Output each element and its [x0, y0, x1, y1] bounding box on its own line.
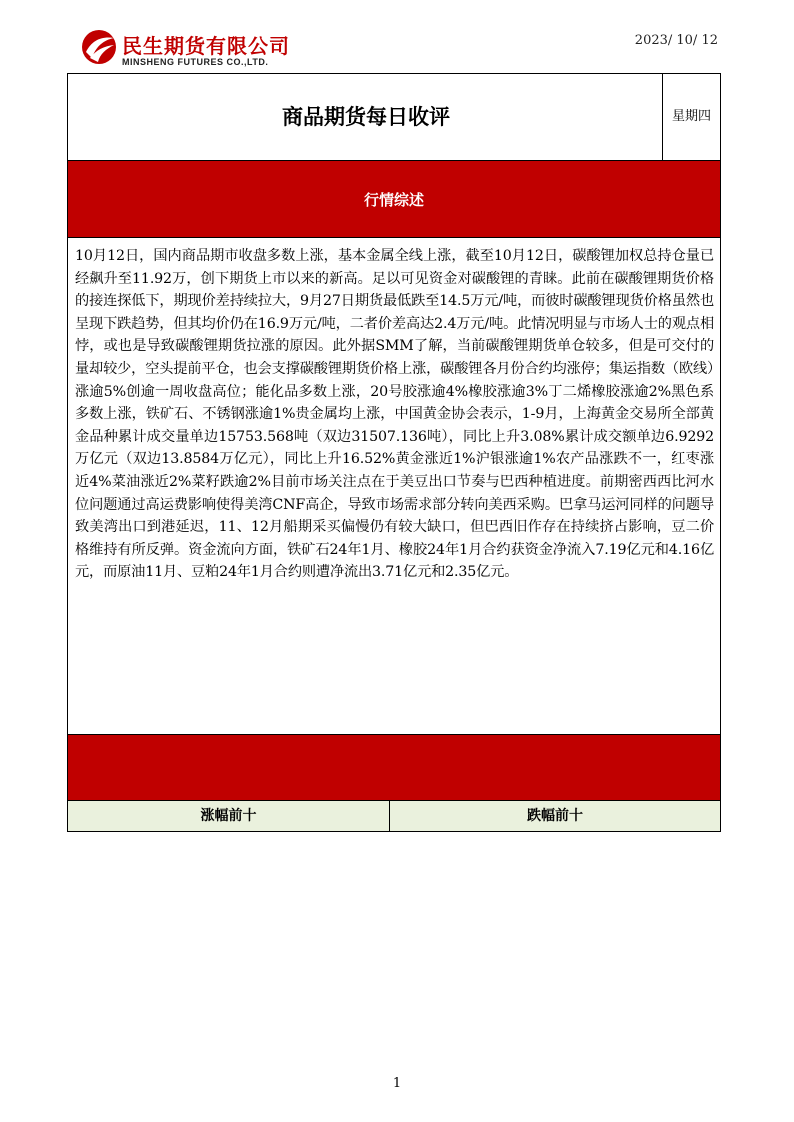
report-date: 2023/ 10/ 12 — [634, 33, 718, 48]
minsheng-logo-icon — [80, 28, 118, 66]
report-title: 商品期货每日收评 — [282, 104, 450, 129]
ranking-table-header — [68, 801, 720, 831]
title-row — [68, 74, 720, 161]
company-name-cn: 民生期货有限公司 — [122, 34, 290, 58]
col-top-losers: 跌幅前十 — [527, 808, 583, 824]
report-frame — [67, 73, 721, 832]
market-summary-text: 10月12日，国内商品期市收盘多数上涨，基本金属全线上涨，截至10月12日，碳酸锂加权总持仓量已经飙升至11.92万，创下期货上市以来的新高。足以可见资金对碳酸锂的青睐。此前在碳酸锂期货价格的接连探低下，期现价差持续拉大，9月27日期货最低跌至14.5万元/吨，而彼时碳酸锂现货价格虽然也呈现下跌趋势，但其均价仍在16.9万元/吨，二者价差高达2.4万元/吨。此情况明显与市场人士的观点相悖，或也是导致碳酸锂期货拉涨的原因。此外据SMM了解，当前碳酸锂期货单仓较多，但是可交付的量却较少，空头提前平仓，也会支撑碳酸锂期货价格上涨，碳酸锂各月份合约均涨停；集运指数（欧线）涨逾5%创逾一周收盘高位；能化品多数上涨，20号胶涨逾4%橡胶涨逾3%丁二烯橡胶涨逾2%黑色系多数上涨，铁矿石、不锈钢涨逾1%贵金属均上涨，中国黄金协会表示，1-9月，上海黄金交易所全部黄金品种累计成交量单边15753.568吨（双边31507.136吨），同比上升3.08%累计成交额单边6.9292万亿元（双边13.8584万亿元），同比上升16.52%黄金涨近1%沪银涨逾1%农产品涨跌不一，红枣涨近4%菜油涨近2%菜籽跌逾2%目前市场关注点在于美豆出口节奏与巴西种植进度。前期密西西比河水位问题通过高运费影响使得美湾CNF高企，导致市场需求部分转向美西采购。巴拿马运河同样的问题导致美湾出口到港延迟，11、12月船期采买偏慢仍有较大缺口，但巴西旧作存在持续挤占影响，豆二价格维持有所反弹。资金流向方面，铁矿石24年1月、橡胶24年1月合约获资金净流入7.19亿元和4.16亿元，而原油11月、豆粕24年1月合约则遭净流出3.71亿元和2.35亿元。 — [68, 238, 720, 735]
section-divider-bar — [68, 735, 720, 801]
weekday-cell: 星期四 — [662, 74, 720, 160]
section-header-market-summary: 行情综述 — [68, 161, 720, 238]
company-logo — [80, 28, 320, 72]
company-name-en: MINSHENG FUTURES CO.,LTD. — [122, 57, 269, 67]
page-number: 1 — [392, 1076, 402, 1091]
col-top-gainers: 涨幅前十 — [68, 801, 390, 831]
